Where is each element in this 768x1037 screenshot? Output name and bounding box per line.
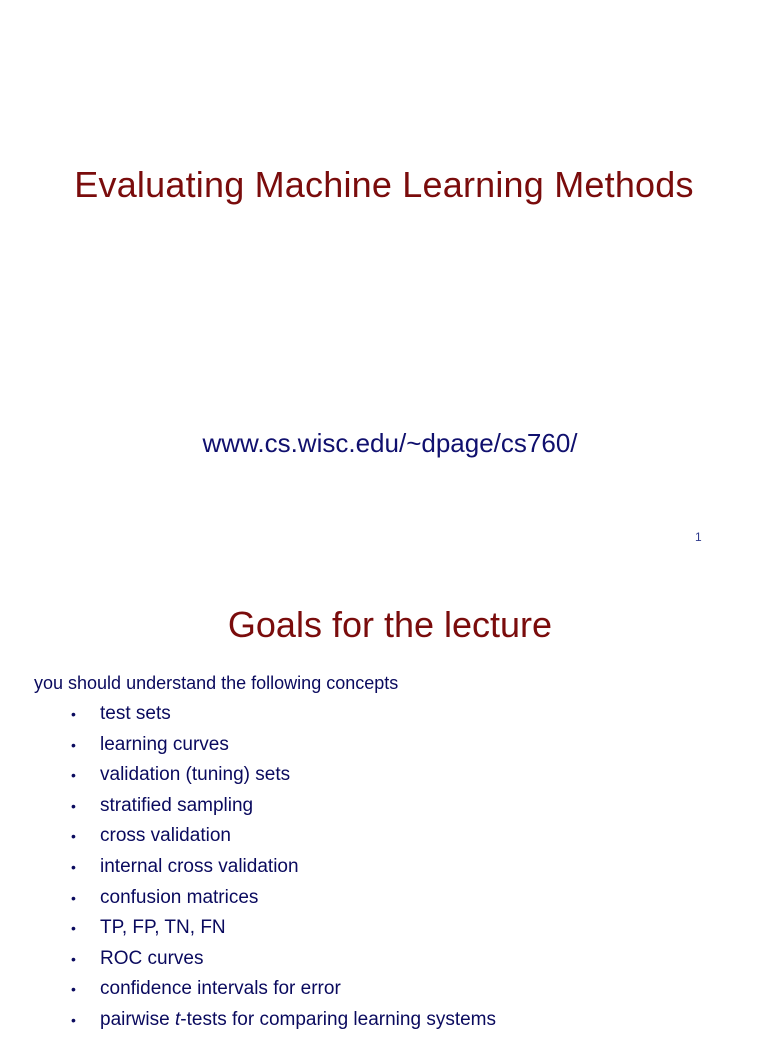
bullet-text: stratified sampling	[100, 794, 254, 816]
bullet-icon: •	[71, 889, 76, 906]
intro-text: you should understand the following concepts	[34, 673, 399, 693]
bullet-text-ttest	[100, 1006, 496, 1034]
page-number: 1	[695, 530, 702, 544]
bullet-text: TP, FP, TN, FN	[100, 917, 226, 939]
slide-2	[0, 580, 768, 1030]
bullet-icon: •	[71, 858, 76, 875]
bullet-icon: •	[71, 920, 76, 937]
course-url: www.cs.wisc.edu/~dpage/cs760/	[202, 428, 578, 458]
bullet-text: confidence intervals for error	[100, 978, 341, 1000]
bullet-text: internal cross validation	[100, 855, 299, 877]
bullet-text: test sets	[100, 703, 171, 724]
bullet-text: validation (tuning) sets	[100, 764, 291, 786]
bullet-icon: •	[71, 706, 76, 722]
bullet-icon: •	[71, 797, 76, 814]
bullet-text-after: -tests for comparing learning systems	[180, 1008, 496, 1030]
slide-title: Goals for the lecture	[227, 604, 553, 645]
bullet-icon: •	[71, 828, 76, 845]
bullet-text: learning curves	[100, 733, 229, 755]
bullet-icon: •	[71, 767, 76, 784]
bullet-icon: •	[71, 950, 76, 967]
bullet-text-before: pairwise	[100, 1008, 175, 1030]
bullet-text: cross validation	[100, 825, 231, 847]
bullet-icon: •	[71, 1011, 76, 1028]
bullet-icon: •	[71, 736, 76, 753]
bullet-text: confusion matrices	[100, 886, 259, 908]
bullet-icon: •	[71, 981, 76, 998]
bullet-text-italic: t	[174, 1008, 181, 1030]
slide-title: Evaluating Machine Learning Methods	[74, 164, 694, 205]
bullet-text: ROC curves	[100, 947, 204, 969]
